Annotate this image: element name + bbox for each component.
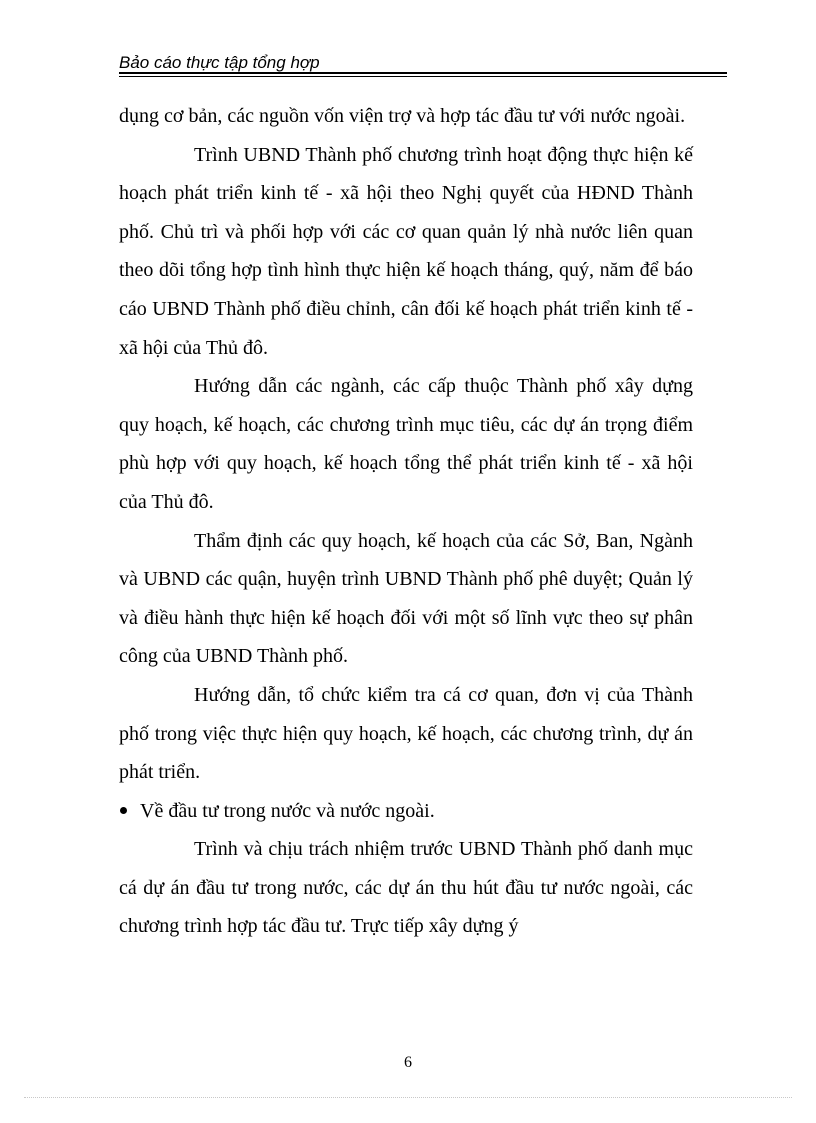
page-number: 6 <box>404 1054 412 1071</box>
page-header <box>119 52 727 78</box>
header-rule-thick <box>119 72 727 74</box>
paragraph-investment: Trình và chịu trách nhiệm trước UBND Thành phố danh mục cá dự án đầu tư trong nước, các dự án thu hút đầu tư nước ngoài, các chương trình hợp tác đầu tư. Trực tiếp xây dựng ý <box>119 838 693 938</box>
bullet-dot-icon <box>120 807 127 814</box>
paragraph-inspection: Hướng dẫn, tổ chức kiểm tra cá cơ quan, đơn vị của Thành phố trong việc thực hiện quy hoạch, kế hoạch, các chương trình, dự án phát triển. <box>119 683 693 784</box>
bullet-text: Về đầu tư trong nước và nước ngoài. <box>140 799 435 822</box>
footer-divider <box>24 1097 792 1098</box>
paragraph-guidance-planning: Hướng dẫn các ngành, các cấp thuộc Thành phố xây dựng quy hoạch, kế hoạch, các chương trình mục tiêu, các dự án trọng điểm phù hợp với quy hoạch, kế hoạch tổng thể phát triển kinh tế - xã hội của Thủ đô. <box>119 375 693 513</box>
paragraph-continuation: dụng cơ bản, các nguồn vốn viện trợ và hợp tác đầu tư với nước ngoài. <box>119 105 686 127</box>
header-rule-thin <box>119 76 727 77</box>
paragraph-program-plan: Trình UBND Thành phố chương trình hoạt động thực hiện kế hoạch phát triển kinh tế - xã hội theo Nghị quyết của HĐND Thành phố. Chủ trì và phối hợp với các cơ quan quản lý nhà nước liên quan theo dõi tổng hợp tình hình thực hiện kế hoạch tháng, quý, năm để báo cáo UBND Thành phố điều chỉnh, cân đối kế hoạch phát triển kinh tế - xã hội của Thủ đô. <box>119 143 693 359</box>
document-body <box>119 97 693 946</box>
header-title: Bảo cáo thực tập tổng hợp <box>119 53 320 72</box>
bullet-item <box>119 792 693 831</box>
paragraph-appraisal: Thẩm định các quy hoạch, kế hoạch của các Sở, Ban, Ngành và UBND các quận, huyện trình UBND Thành phố phê duyệt; Quản lý và điều hành thực hiện kế hoạch đối với một số lĩnh vực theo sự phân công của UBND Thành phố. <box>119 529 693 668</box>
